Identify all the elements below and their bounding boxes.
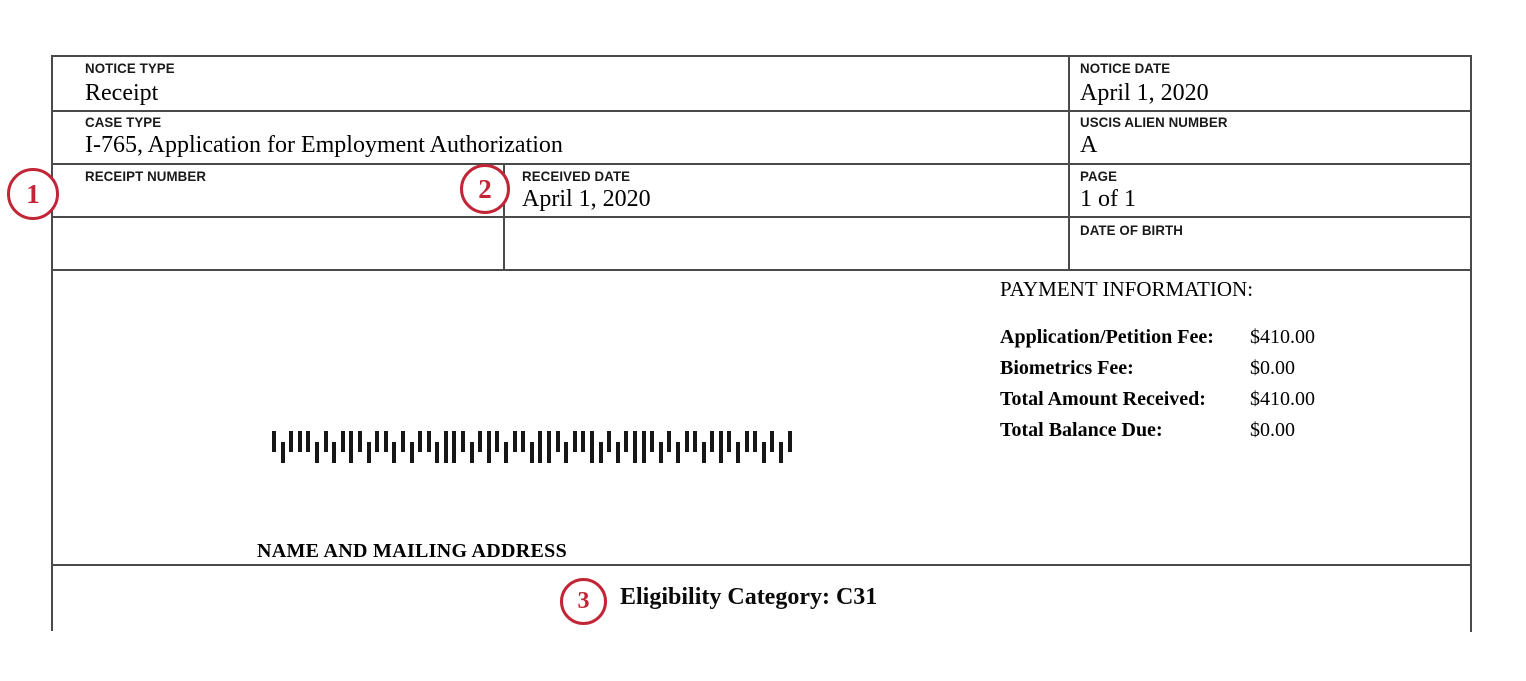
barcode-bar: [650, 431, 654, 452]
table-row-divider-2: [51, 163, 1472, 165]
barcode-bar: [736, 442, 740, 463]
annotation-number: 1: [26, 178, 40, 209]
barcode-bar: [685, 431, 689, 452]
barcode-bar: [581, 431, 585, 452]
barcode-bar: [410, 442, 414, 463]
barcode-bar: [298, 431, 302, 452]
total-balance-due-label: Total Balance Due:: [1000, 419, 1163, 441]
barcode-bar: [702, 442, 706, 463]
barcode-bar: [306, 431, 310, 452]
barcode-bar: [384, 431, 388, 452]
barcode-bar: [538, 431, 542, 463]
barcode-bar: [753, 431, 757, 452]
total-amount-received-label: Total Amount Received:: [1000, 388, 1206, 410]
barcode-bar: [521, 431, 525, 452]
barcode-bar: [349, 431, 353, 463]
barcode-bar: [624, 431, 628, 452]
address-section-divider: [51, 564, 1472, 566]
barcode-bar: [504, 442, 508, 463]
uscis-alien-number-label: USCIS ALIEN NUMBER: [1080, 114, 1228, 130]
barcode-bar: [573, 431, 577, 452]
barcode-bar: [418, 431, 422, 452]
barcode-bar: [770, 431, 774, 452]
biometrics-fee-label: Biometrics Fee:: [1000, 357, 1134, 379]
barcode-bar: [401, 431, 405, 452]
barcode-bar: [444, 431, 448, 463]
received-date-value: April 1, 2020: [522, 186, 651, 212]
barcode-bar: [633, 431, 637, 463]
barcode-bar: [289, 431, 293, 452]
table-column-divider-right: [1068, 55, 1070, 271]
barcode-bar: [719, 431, 723, 463]
table-border-left: [51, 55, 53, 631]
total-amount-received-value: $410.00: [1250, 388, 1315, 410]
table-border-top: [51, 55, 1472, 57]
barcode-bar: [710, 431, 714, 452]
barcode-bar: [392, 442, 396, 463]
table-row-divider-4: [51, 269, 1472, 271]
payment-row: [1000, 419, 1440, 450]
barcode-bar: [762, 442, 766, 463]
barcode-bar: [452, 431, 456, 463]
notice-date-value: April 1, 2020: [1080, 80, 1209, 106]
date-of-birth-label: DATE OF BIRTH: [1080, 222, 1183, 238]
biometrics-fee-value: $0.00: [1250, 357, 1295, 379]
eligibility-category-text: Eligibility Category: C31: [620, 584, 878, 610]
barcode-bar: [616, 442, 620, 463]
barcode-bar: [272, 431, 276, 452]
barcode-bar: [564, 442, 568, 463]
annotation-circle-3: [560, 578, 607, 625]
barcode-bar: [659, 442, 663, 463]
page-label: PAGE: [1080, 168, 1118, 184]
barcode-bar: [332, 442, 336, 463]
barcode-bar: [427, 431, 431, 452]
barcode-bar: [487, 431, 491, 463]
uscis-alien-number-value: A: [1080, 132, 1098, 158]
table-border-right: [1470, 55, 1472, 632]
barcode-bar: [495, 431, 499, 452]
barcode-bar: [435, 442, 439, 463]
barcode-bar: [667, 431, 671, 452]
barcode-bar: [478, 431, 482, 452]
barcode-bar: [779, 442, 783, 463]
barcode-bar: [590, 431, 594, 463]
table-row-divider-3: [51, 216, 1472, 218]
barcode-bar: [367, 442, 371, 463]
case-type-value: I-765, Application for Employment Authorization: [85, 132, 563, 158]
barcode-bar: [341, 431, 345, 452]
payment-information-section: [1000, 277, 1440, 450]
application-petition-fee-label: Application/Petition Fee:: [1000, 326, 1214, 348]
payment-information-title: PAYMENT INFORMATION:: [1000, 277, 1254, 301]
application-petition-fee-value: $410.00: [1250, 326, 1315, 348]
barcode-bar: [642, 431, 646, 463]
barcode-bar: [461, 431, 465, 452]
barcode-bar: [556, 431, 560, 452]
barcode: [272, 431, 792, 463]
notice-type-value: Receipt: [85, 80, 159, 106]
case-type-label: CASE TYPE: [85, 114, 162, 130]
receipt-number-label: RECEIPT NUMBER: [85, 168, 207, 184]
notice-type-label: NOTICE TYPE: [85, 60, 175, 76]
barcode-bar: [358, 431, 362, 452]
name-mailing-address-label: NAME AND MAILING ADDRESS: [257, 540, 568, 562]
annotation-number: 3: [577, 588, 590, 614]
annotation-circle-1: [7, 168, 59, 220]
barcode-bar: [281, 442, 285, 463]
barcode-bar: [745, 431, 749, 452]
barcode-bar: [676, 442, 680, 463]
payment-row: [1000, 357, 1440, 388]
barcode-bar: [727, 431, 731, 452]
barcode-bar: [547, 431, 551, 463]
received-date-label: RECEIVED DATE: [522, 168, 631, 184]
barcode-bar: [693, 431, 697, 452]
annotation-circle-2: [460, 164, 510, 214]
payment-row: [1000, 326, 1440, 357]
barcode-bar: [324, 431, 328, 452]
barcode-bar: [470, 442, 474, 463]
page-value: 1 of 1: [1080, 186, 1136, 212]
annotation-number: 2: [478, 173, 492, 204]
payment-row: [1000, 388, 1440, 419]
notice-date-label: NOTICE DATE: [1080, 60, 1171, 76]
total-balance-due-value: $0.00: [1250, 419, 1295, 441]
barcode-bar: [599, 442, 603, 463]
barcode-bar: [375, 431, 379, 452]
barcode-bar: [315, 442, 319, 463]
barcode-bar: [788, 431, 792, 452]
barcode-bar: [607, 431, 611, 452]
barcode-bar: [513, 431, 517, 452]
table-row-divider-1: [51, 110, 1472, 112]
barcode-bar: [530, 442, 534, 463]
